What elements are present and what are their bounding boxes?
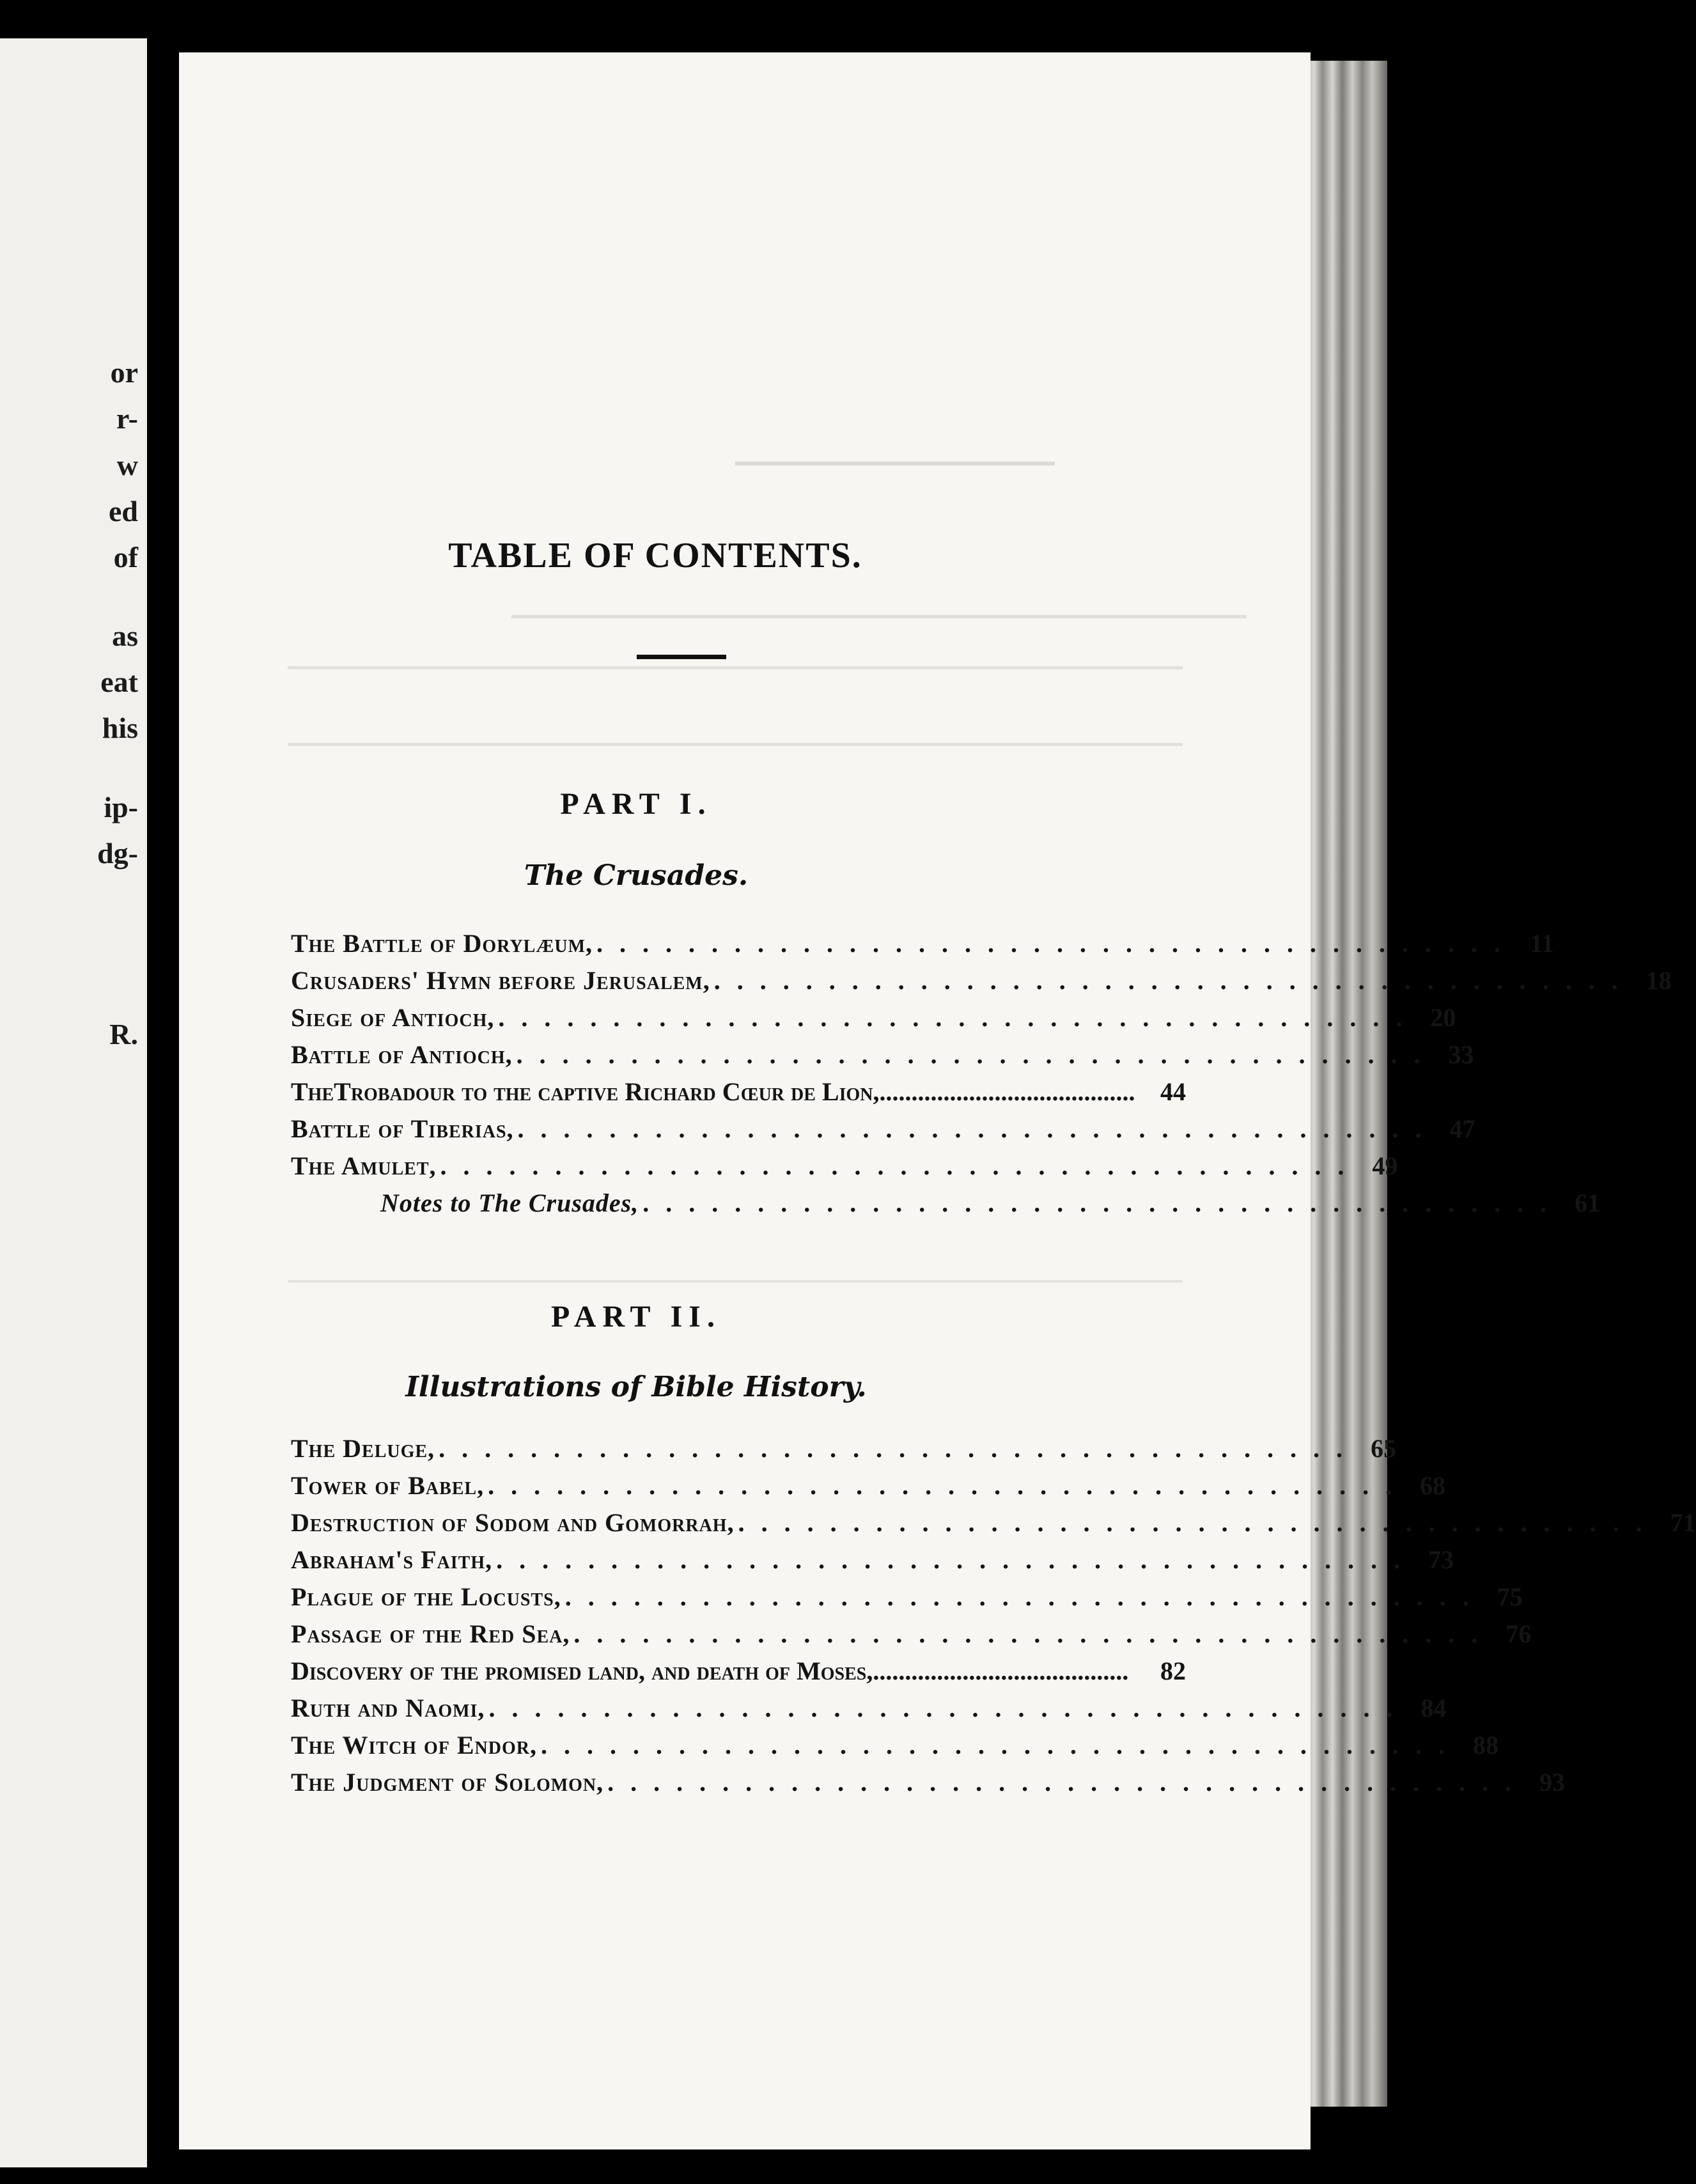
dot-leader: ........................................ (564, 1582, 1486, 1611)
toc-entry (291, 1040, 1474, 1077)
dot-leader: ........................................ (573, 1619, 1495, 1648)
toc-entry (291, 1077, 1186, 1114)
facing-page-text: as (112, 620, 138, 652)
toc-entry-page: 20 (1430, 1003, 1456, 1032)
toc-entry-title: Battle of Tiberias, (291, 1114, 514, 1143)
dot-leader: ........................................ (596, 929, 1517, 958)
toc-entry-title: TheTrobadour to the captive Richard Cœur de Lion, (291, 1077, 880, 1106)
toc-entry-title: Abraham's Faith, (291, 1545, 493, 1574)
dot-leader: ........................................ (541, 1731, 1461, 1759)
toc-entry (291, 1767, 1566, 1804)
toc-entry (291, 1114, 1475, 1151)
toc-entry (291, 1002, 1456, 1040)
toc-entry-page: 93 (1539, 1768, 1566, 1797)
facing-page-text: ip- (104, 791, 138, 823)
toc-entry-title: The Witch of Endor, (291, 1731, 537, 1759)
toc-entry-title: Passage of the Red Sea, (291, 1619, 570, 1648)
dot-leader: ........................................ (517, 1114, 1438, 1143)
dot-leader: ........................................ (496, 1545, 1417, 1574)
toc-entry (291, 1730, 1498, 1767)
dot-leader: ........................................ (713, 966, 1635, 995)
toc-entry (291, 1188, 1601, 1225)
title-rule (637, 655, 726, 659)
facing-page-fragment (0, 38, 147, 2167)
toc-entry-title: Destruction of Sodom and Gomorrah, (291, 1508, 735, 1537)
toc-entry-page: 71 (1670, 1508, 1696, 1537)
toc-entry-page: 18 (1645, 966, 1672, 995)
toc-entry (291, 1656, 1186, 1693)
facing-page-text: or (110, 356, 138, 389)
dot-leader: ........................................ (738, 1508, 1659, 1537)
contents-page (179, 52, 1696, 2149)
toc-entry-title: The Amulet, (291, 1151, 437, 1180)
toc-entry-title: Siege of Antioch, (291, 1003, 495, 1032)
dot-leader: ........................................ (642, 1189, 1564, 1217)
dot-leader: ........................................ (439, 1434, 1360, 1463)
toc-entry-page: 47 (1449, 1114, 1475, 1143)
facing-page-text: of (113, 541, 138, 573)
toc-entry-title: Tower of Babel, (291, 1471, 485, 1500)
toc-entry-page: 76 (1505, 1619, 1532, 1648)
dot-leader: ........................................ (879, 1077, 1135, 1106)
toc-entry-page: 11 (1530, 929, 1554, 958)
toc-entry-title: Battle of Antioch, (291, 1040, 513, 1069)
facing-page-text: eat (100, 666, 138, 698)
dot-leader: ........................................ (873, 1657, 1129, 1685)
toc-entry-page: 88 (1473, 1731, 1498, 1759)
toc-entry (291, 1582, 1523, 1619)
toc-entry-page: 61 (1575, 1189, 1601, 1217)
part-subheading: The Crusades. (524, 859, 749, 892)
toc-entry-page: 65 (1371, 1434, 1397, 1463)
toc-entry-title: Crusaders' Hymn before Jerusalem, (291, 966, 710, 995)
part-heading: PART II. (551, 1300, 721, 1334)
facing-page-text: dg- (97, 837, 138, 870)
part-subheading: Illustrations of Bible History. (405, 1371, 867, 1403)
toc-entry (291, 1470, 1446, 1508)
toc-entry-page: 73 (1428, 1545, 1454, 1574)
dot-leader: ........................................ (488, 1471, 1409, 1500)
facing-page-text: his (102, 712, 138, 744)
toc-entry-page: 68 (1420, 1471, 1446, 1500)
page-edge (1304, 61, 1387, 2107)
facing-page-text: r- (116, 402, 138, 435)
toc-entry (291, 1433, 1397, 1470)
toc-entry-title: The Deluge, (291, 1434, 435, 1463)
toc-entry-page: 84 (1420, 1694, 1447, 1722)
part-heading: PART I. (560, 787, 712, 821)
dot-leader: ........................................ (516, 1040, 1437, 1069)
toc-entry (291, 1545, 1454, 1582)
dot-leader: ........................................ (607, 1768, 1529, 1797)
toc-entry-title: Plague of the Locusts, (291, 1582, 561, 1611)
toc-entry (291, 1693, 1447, 1730)
toc-entry (291, 1508, 1696, 1545)
toc-entry (291, 965, 1672, 1002)
toc-entry-title: The Battle of Dorylæum, (291, 929, 593, 958)
facing-page-text: R. (109, 1018, 138, 1050)
dot-leader: ........................................ (488, 1694, 1410, 1722)
toc-entry-page: 82 (1160, 1657, 1186, 1685)
toc-entry-title: Notes to The Crusades, (380, 1189, 639, 1217)
dot-leader: ........................................ (440, 1151, 1361, 1180)
page-title: TABLE OF CONTENTS. (448, 536, 862, 575)
toc-entry-title: The Judgment of Solomon, (291, 1768, 604, 1797)
facing-page-text: w (116, 449, 138, 481)
toc-entry-page: 33 (1448, 1040, 1474, 1069)
dot-leader: ........................................ (498, 1003, 1419, 1032)
toc-entry-title: Discovery of the promised land, and death of Moses, (291, 1657, 873, 1685)
toc-entry (291, 1619, 1532, 1656)
toc-entry-page: 44 (1160, 1077, 1186, 1106)
facing-page-text: ed (109, 495, 138, 527)
toc-entry-title: Ruth and Naomi, (291, 1694, 485, 1722)
toc-entry-page: 49 (1372, 1151, 1398, 1180)
toc-entry-page: 75 (1497, 1582, 1523, 1611)
toc-entry (291, 928, 1554, 965)
toc-entry (291, 1151, 1398, 1188)
